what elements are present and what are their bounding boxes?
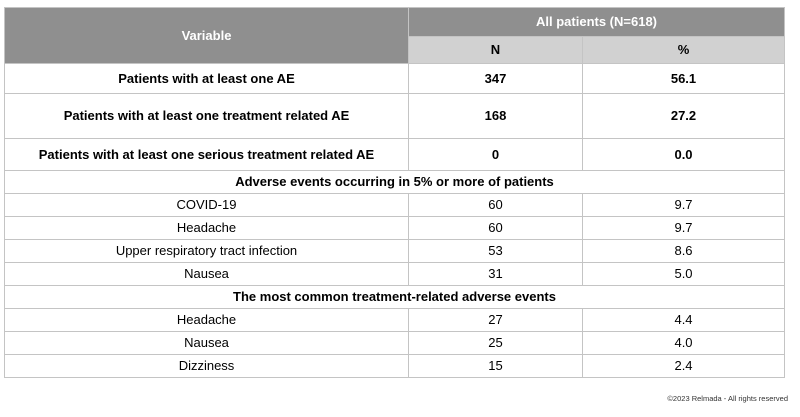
section-title: Adverse events occurring in 5% or more of patients	[5, 171, 785, 194]
variable-column-header: Variable	[5, 8, 409, 64]
row-n: 60	[409, 194, 583, 217]
table-row	[5, 94, 785, 139]
row-label: Headache	[5, 309, 409, 332]
n-column-header: N	[409, 36, 583, 64]
table-row	[5, 139, 785, 171]
table-header	[5, 8, 785, 64]
section-title: The most common treatment-related adverse events	[5, 286, 785, 309]
table-body	[5, 64, 785, 378]
table-row	[5, 64, 785, 94]
section-header-row	[5, 171, 785, 194]
table-row	[5, 355, 785, 378]
row-n: 168	[409, 94, 583, 139]
percent-column-header: %	[583, 36, 785, 64]
table-row	[5, 194, 785, 217]
row-n: 347	[409, 64, 583, 94]
row-n: 53	[409, 240, 583, 263]
row-percent: 27.2	[583, 94, 785, 139]
row-percent: 5.0	[583, 263, 785, 286]
adverse-events-table	[4, 7, 785, 378]
row-label: Nausea	[5, 263, 409, 286]
table-row	[5, 332, 785, 355]
row-label: COVID-19	[5, 194, 409, 217]
header-row-top	[5, 8, 785, 37]
row-n: 15	[409, 355, 583, 378]
table-row	[5, 217, 785, 240]
row-label: Patients with at least one serious treatment related AE	[5, 139, 409, 171]
row-n: 27	[409, 309, 583, 332]
table-row	[5, 309, 785, 332]
row-percent: 4.4	[583, 309, 785, 332]
row-percent: 8.6	[583, 240, 785, 263]
row-label: Patients with at least one AE	[5, 64, 409, 94]
row-percent: 9.7	[583, 194, 785, 217]
row-label: Nausea	[5, 332, 409, 355]
row-percent: 56.1	[583, 64, 785, 94]
section-header-row	[5, 286, 785, 309]
table-row	[5, 263, 785, 286]
row-n: 25	[409, 332, 583, 355]
row-label: Dizziness	[5, 355, 409, 378]
row-n: 60	[409, 217, 583, 240]
row-n: 31	[409, 263, 583, 286]
row-label: Headache	[5, 217, 409, 240]
copyright-footer: ©2023 Relmada - All rights reserved	[667, 394, 788, 403]
table-row	[5, 240, 785, 263]
row-percent: 2.4	[583, 355, 785, 378]
row-label: Upper respiratory tract infection	[5, 240, 409, 263]
row-percent: 0.0	[583, 139, 785, 171]
row-percent: 4.0	[583, 332, 785, 355]
row-label: Patients with at least one treatment related AE	[5, 94, 409, 139]
row-n: 0	[409, 139, 583, 171]
all-patients-group-header: All patients (N=618)	[409, 8, 785, 37]
row-percent: 9.7	[583, 217, 785, 240]
